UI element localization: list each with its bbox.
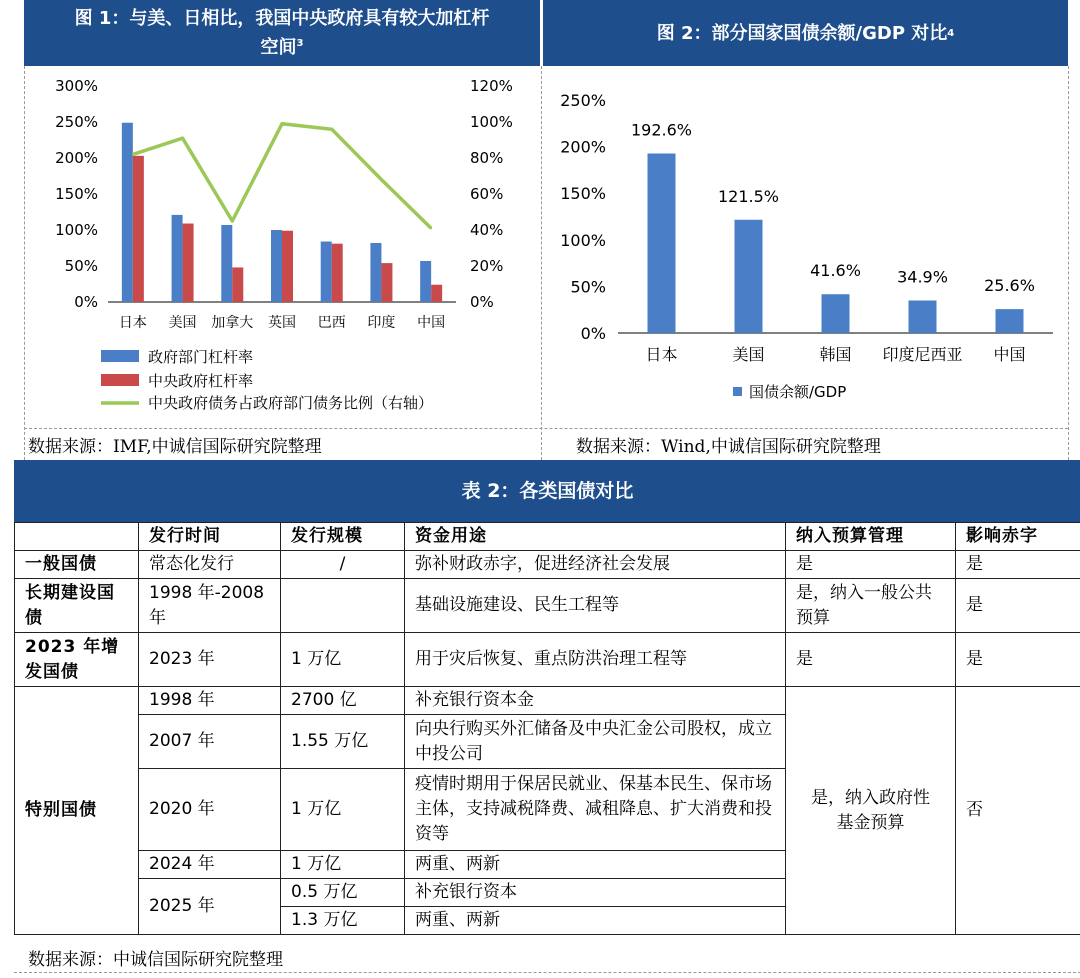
bond-comparison-table	[14, 522, 1080, 935]
y-tick-label: 50%	[570, 277, 606, 297]
x-tick-label: 中国	[993, 345, 1026, 364]
fig2-source: 数据来源：Wind,中诚信国际研究院整理	[576, 437, 881, 457]
bar-debt-gdp	[648, 153, 676, 333]
y-tick-label: 0%	[580, 324, 606, 343]
legend-label: 国债余额/GDP	[749, 383, 847, 401]
line-point	[231, 220, 233, 222]
x-tick-label: 英国	[268, 315, 296, 331]
data-label: 25.6%	[984, 276, 1035, 296]
bar-debt-gdp	[735, 220, 763, 333]
bar-central-leverage	[431, 285, 442, 302]
table-row	[15, 551, 1080, 579]
fig1-title-note: 3	[296, 38, 304, 49]
y-right-tick-label: 120%	[470, 77, 513, 95]
bar-debt-gdp	[822, 294, 850, 333]
table-row	[15, 633, 1080, 687]
cell-use: 两重、两新	[405, 851, 786, 879]
bar-central-leverage	[183, 224, 194, 302]
y-tick-label: 250%	[560, 91, 606, 110]
data-label: 192.6%	[630, 120, 693, 140]
bar-gov-leverage	[172, 215, 183, 302]
x-tick-label: 日本	[118, 315, 147, 331]
bar-central-leverage	[232, 267, 243, 302]
bar-gov-leverage	[122, 123, 133, 302]
x-tick-label: 加拿大	[211, 315, 254, 331]
y-left-tick-label: 200%	[55, 149, 98, 167]
row-name-longterm: 长期建设国债	[15, 579, 139, 633]
line-point	[430, 227, 432, 229]
y-right-tick-label: 0%	[470, 293, 494, 311]
y-tick-label: 100%	[560, 230, 606, 250]
cell-use: 向央行购买外汇储备及中央汇金公司股权，成立中投公司	[405, 715, 786, 769]
data-label: 121.5%	[717, 186, 780, 206]
cell-time: 2025 年	[139, 879, 281, 935]
header-use: 资金用途	[405, 523, 786, 551]
y-right-tick-label: 60%	[470, 185, 504, 203]
cell-use: 弥补财政赤字，促进经济社会发展	[405, 551, 786, 579]
cell-use: 两重、两新	[405, 907, 786, 935]
cell-time: 1998 年	[139, 687, 281, 715]
line-point	[281, 123, 283, 125]
line-point	[182, 137, 184, 139]
y-tick-label: 200%	[560, 137, 606, 157]
fig2-title-note: 4	[947, 27, 955, 39]
figs-source-divider	[24, 428, 1068, 429]
x-tick-label: 印度	[367, 315, 396, 331]
bar-central-leverage	[332, 244, 343, 302]
cell-scale: 1.55 万亿	[281, 715, 405, 769]
line-point	[380, 179, 382, 181]
row-name-special: 特别国债	[15, 687, 139, 935]
bar-gov-leverage	[370, 243, 381, 302]
legend-swatch-gov	[101, 350, 139, 362]
cell-time: 1998 年-2008 年	[139, 579, 281, 633]
bar-gov-leverage	[271, 230, 282, 302]
y-left-tick-label: 100%	[55, 221, 98, 239]
y-left-tick-label: 250%	[55, 113, 98, 131]
figs-divider	[541, 66, 542, 460]
fig2-right-border	[1068, 66, 1069, 460]
fig1-left-border	[24, 66, 25, 460]
bar-debt-gdp	[996, 309, 1024, 333]
cell-scale: 1 万亿	[281, 769, 405, 851]
legend-label-gov: 政府部门杠杆率	[148, 348, 254, 366]
cell-deficit-special: 否	[956, 687, 1080, 935]
cell-scale: 1.3 万亿	[281, 907, 405, 935]
cell-deficit: 是	[956, 579, 1080, 633]
header-deficit: 影响赤字	[956, 523, 1080, 551]
x-tick-label: 巴西	[317, 315, 346, 331]
y-right-tick-label: 100%	[470, 113, 513, 131]
cell-use: 用于灾后恢复、重点防洪治理工程等	[405, 633, 786, 687]
cell-scale: 0.5 万亿	[281, 879, 405, 907]
y-left-tick-label: 150%	[55, 185, 98, 203]
cell-use: 补充银行资本金	[405, 687, 786, 715]
chart1-svg	[26, 66, 538, 428]
bar-gov-leverage	[420, 261, 431, 302]
x-tick-label: 美国	[732, 345, 765, 364]
data-label: 34.9%	[897, 267, 948, 287]
fig1-source: 数据来源：IMF,中诚信国际研究院整理	[28, 437, 322, 457]
x-tick-label: 日本	[645, 345, 678, 364]
cell-time: 2023 年	[139, 633, 281, 687]
table-source-divider	[14, 972, 1080, 973]
row-name-add2023: 2023 年增发国债	[15, 633, 139, 687]
cell-time: 2020 年	[139, 769, 281, 851]
table-source: 数据来源：中诚信国际研究院整理	[28, 950, 283, 970]
x-tick-label: 印度尼西亚	[882, 345, 963, 364]
cell-scale: 1 万亿	[281, 633, 405, 687]
x-tick-label: 美国	[168, 315, 197, 331]
line-point	[132, 153, 134, 155]
bar-gov-leverage	[221, 225, 232, 302]
cell-scale	[281, 579, 405, 633]
chart2-svg	[543, 66, 1067, 428]
legend-label-share: 中央政府债务占政府部门债务比例（右轴）	[148, 394, 434, 412]
fig1-title-line1: 图 1：与美、日相比，我国中央政府具有较大加杠杆	[74, 8, 490, 29]
header-budget: 纳入预算管理	[786, 523, 956, 551]
y-right-tick-label: 80%	[470, 149, 504, 167]
cell-deficit: 是	[956, 633, 1080, 687]
data-label: 41.6%	[810, 261, 861, 281]
cell-budget: 是	[786, 551, 956, 579]
header-time: 发行时间	[139, 523, 281, 551]
bar-debt-gdp	[909, 300, 937, 333]
x-tick-label: 韩国	[819, 345, 852, 364]
cell-scale: /	[281, 551, 405, 579]
legend-swatch-central	[101, 374, 139, 386]
line-point	[331, 128, 333, 130]
legend-swatch	[733, 387, 742, 396]
cell-time: 2024 年	[139, 851, 281, 879]
cell-use: 补充银行资本	[405, 879, 786, 907]
fig2-header	[543, 0, 1068, 66]
table-row	[15, 687, 1080, 715]
y-tick-label: 150%	[560, 184, 606, 204]
legend-label-central: 中央政府杠杆率	[148, 372, 254, 390]
cell-budget: 是，纳入一般公共预算	[786, 579, 956, 633]
cell-scale: 1 万亿	[281, 851, 405, 879]
cell-budget: 是	[786, 633, 956, 687]
x-tick-label: 中国	[417, 315, 446, 331]
table-header-row	[15, 523, 1080, 551]
bar-central-leverage	[282, 231, 293, 302]
bar-gov-leverage	[321, 242, 332, 302]
row-name-general: 一般国债	[15, 551, 139, 579]
table-row	[15, 579, 1080, 633]
fig1-header	[24, 0, 540, 66]
cell-time: 常态化发行	[139, 551, 281, 579]
table-title: 表 2：各类国债对比	[14, 460, 1080, 522]
cell-time: 2007 年	[139, 715, 281, 769]
y-left-tick-label: 300%	[55, 77, 98, 95]
fig2-title: 图 2：部分国家国债余额/GDP 对比	[656, 22, 948, 44]
bar-central-leverage	[133, 156, 144, 302]
bar-central-leverage	[381, 263, 392, 302]
header-scale: 发行规模	[281, 523, 405, 551]
header-blank	[15, 523, 139, 551]
cell-budget-special: 是，纳入政府性基金预算	[786, 687, 956, 935]
y-right-tick-label: 20%	[470, 257, 504, 275]
y-right-tick-label: 40%	[470, 221, 504, 239]
cell-use: 疫情时期用于保居民就业、保基本民生、保市场主体，支持减税降费、减租降息、扩大消费和投资等	[405, 769, 786, 851]
cell-deficit: 是	[956, 551, 1080, 579]
line-central-share	[133, 124, 431, 228]
cell-scale: 2700 亿	[281, 687, 405, 715]
fig1-title-line2-wrap	[261, 31, 304, 60]
fig1-title-line2: 空间	[260, 37, 297, 58]
y-left-tick-label: 0%	[74, 293, 98, 311]
y-left-tick-label: 50%	[64, 257, 98, 275]
cell-use: 基础设施建设、民生工程等	[405, 579, 786, 633]
